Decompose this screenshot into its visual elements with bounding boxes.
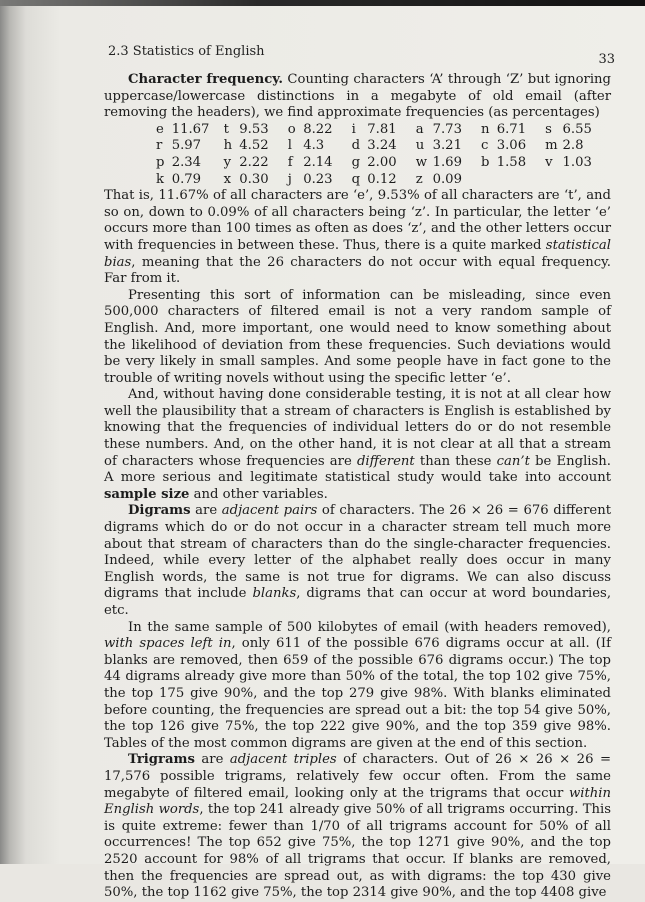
section-title: 2.3 Statistics of English	[108, 44, 265, 59]
frequency-value: 2.34	[171, 154, 202, 170]
paragraph-plausibility: And, without having done considerable testing, it is not at all clear how well the plausibility that a stream of characters is English is established by knowing that the frequencies of individual letters do or do not resemble these numbers. And, on the other hand, it is not clear at all that a stream of characters whose frequencies are different than these can’t be English. A more serious and legitimate statistical study would take into account sample size and other variables.	[104, 387, 611, 502]
page-number: 33	[598, 52, 615, 67]
frequency-letter: l	[287, 138, 292, 154]
frequency-row	[156, 155, 611, 172]
paragraph-heading: Trigrams	[128, 752, 195, 768]
frequency-row	[156, 122, 611, 139]
frequency-letter: x	[223, 171, 232, 187]
frequency-value: 11.67	[171, 121, 210, 137]
frequency-value: 1.58	[496, 154, 527, 170]
frequency-value: 4.52	[239, 138, 269, 154]
frequency-letter: t	[223, 121, 229, 137]
paragraph-misleading: Presenting this sort of information can be misleading, since even 500,000 characters of filtered email is not a very random sample of English. And, more important, one would need to know something about the likelihood of deviation from these frequencies. Such deviations would be very likely in small samples. And some people have in fact gone to the trouble of writing novels without using the specific letter ‘e’.	[104, 287, 611, 386]
frequency-value: 1.03	[562, 154, 592, 170]
paragraph-heading: Digrams	[128, 503, 191, 519]
frequency-letter: b	[481, 154, 490, 170]
frequency-letter: m	[545, 138, 558, 154]
frequency-letter: a	[415, 121, 424, 137]
paragraph-heading: Character frequency.	[128, 72, 283, 87]
paragraph-digrams: Digrams are adjacent pairs of characters. The 26 × 26 = 676 different digrams which do or do not occur in a character stream tell much more about that stream of characters than do the single-character frequencies. Indeed, while every letter of the alphabet really does occur in many English words, the same is not true for digrams. We can also discuss digrams that include blanks, digrams that can occur at word boundaries, etc.	[104, 503, 612, 618]
frequency-letter: j	[287, 171, 292, 187]
frequency-letter: n	[481, 121, 490, 137]
frequency-letter: w	[415, 154, 428, 170]
frequency-value: 9.53	[239, 121, 269, 137]
frequency-letter: c	[481, 138, 489, 154]
body-text	[104, 72, 611, 902]
frequency-value: 3.06	[496, 138, 527, 154]
frequency-letter: z	[415, 171, 423, 187]
frequency-letter: d	[351, 138, 361, 154]
frequency-letter: o	[287, 121, 296, 137]
frequency-value: 3.21	[432, 138, 462, 154]
frequency-letter: v	[545, 154, 553, 170]
paragraph-digram-sample: In the same sample of 500 kilobytes of email (with headers removed), with spaces left in, only 611 of the possible 676 digrams occur at all. (If blanks are removed, then 659 of the possible 676 digrams occur.) The top 44 digrams already give more than 50% of the total, the top 102 give 75%, the top 175 give 90%, and the top 279 give 98%. With blanks eliminated before counting, the frequencies are spread out a bit: the top 54 give 50%, the top 126 give 75%, the top 222 give 90%, and the top 359 give 98%. Tables of the most common digrams are given at the end of this section.	[104, 619, 611, 751]
frequency-letter: e	[156, 121, 164, 137]
frequency-letter: s	[545, 121, 552, 137]
frequency-letter: p	[156, 154, 165, 170]
paragraph-trigrams: Trigrams are adjacent triples of characters. Out of 26 × 26 × 26 = 17,576 possible trigrams, relatively few occur often. From the same megabyte of filtered email, looking only at the trigrams that occur within English words, the top 241 already give 50% of all trigrams occurring. This is quite extreme: fewer than 1/70 of all trigrams account for 50% of all occurrences! The top 652 give 75%, the top 1271 give 90%, and the top 2520 account for 98% of all trigrams that occur. If blanks are removed, then the frequencies are spread out, as with digrams: the top 430 give 50%, the top 1162 give 75%, the top 2314 give 90%, and the top 4408 give	[104, 752, 612, 901]
frequency-value: 6.71	[496, 121, 527, 137]
frequency-letter: f	[287, 154, 293, 170]
frequency-row	[156, 172, 611, 189]
frequency-table	[156, 122, 611, 188]
frequency-value: 1.69	[432, 154, 462, 170]
frequency-letter: k	[156, 171, 164, 187]
frequency-value: 2.8	[562, 138, 584, 154]
frequency-letter: u	[415, 138, 425, 154]
frequency-value: 0.30	[239, 171, 269, 187]
frequency-letter: h	[223, 138, 233, 154]
frequency-value: 2.22	[239, 154, 269, 170]
frequency-value: 0.12	[367, 171, 397, 187]
frequency-value: 2.00	[367, 154, 397, 170]
frequency-value: 4.3	[303, 138, 325, 154]
paragraph-character-frequency: Character frequency. Counting characters ‘A’ through ‘Z’ but ignoring uppercase/lowercase distinctions in a megabyte of old email (after removing the headers), we find approximate frequencies (as percentages)	[104, 72, 611, 121]
paragraph-interpretation: That is, 11.67% of all characters are ‘e’, 9.53% of all characters are ‘t’, and so on, down to 0.09% of all characters being ‘z’. In particular, the letter ‘e’ occurs more than 100 times as often as does ‘z’, and the other letters occur with frequencies in between these. Thus, there is a quite marked statistical bias, meaning that the 26 characters do not occur with equal frequency. Far from it.	[104, 188, 611, 287]
frequency-letter: y	[223, 154, 232, 170]
frequency-letter: g	[351, 154, 361, 170]
page-top-edge	[0, 0, 645, 6]
frequency-value: 5.97	[171, 138, 202, 154]
frequency-value: 8.22	[303, 121, 333, 137]
frequency-value: 0.79	[171, 171, 202, 187]
frequency-value: 7.81	[367, 121, 397, 137]
frequency-value: 0.23	[303, 171, 333, 187]
frequency-value: 7.73	[432, 121, 462, 137]
frequency-value: 6.55	[562, 121, 592, 137]
frequency-row	[156, 138, 611, 155]
frequency-value: 3.24	[367, 138, 397, 154]
frequency-value: 2.14	[303, 154, 333, 170]
frequency-letter: r	[156, 138, 163, 154]
frequency-letter: q	[351, 171, 361, 187]
frequency-letter: i	[351, 121, 356, 137]
frequency-value: 0.09	[432, 171, 462, 187]
